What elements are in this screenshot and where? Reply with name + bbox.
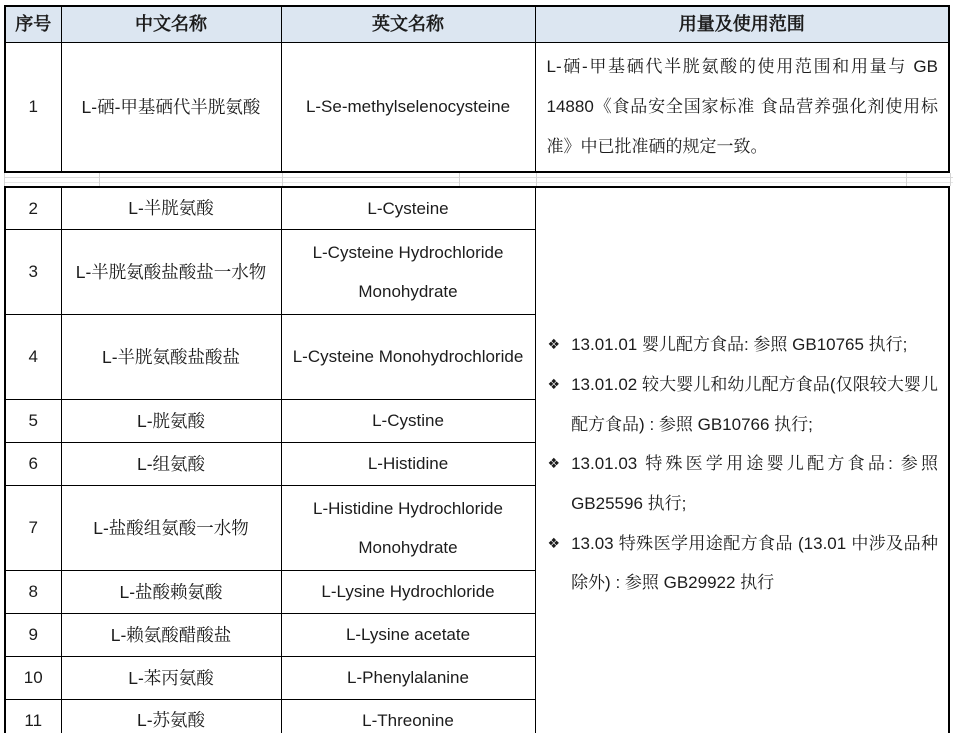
row8-index: 8 [5, 571, 61, 614]
usage-bullet-text: 13.01.03 特殊医学用途婴儿配方食品: 参照 GB25596 执行; [571, 454, 938, 513]
row1-chinese-name: L-硒-甲基硒代半胱氨酸 [61, 43, 281, 173]
row9-english-name: L-Lysine acetate [281, 614, 535, 657]
merged-usage-cell [535, 187, 949, 733]
row10-english-name: L-Phenylalanine [281, 657, 535, 700]
gap-grid-tick [99, 173, 100, 186]
diamond-bullet-icon: ❖ [547, 376, 561, 393]
row8-chinese-name: L-盐酸赖氨酸 [61, 571, 281, 614]
row5-english-name: L-Cystine [281, 400, 535, 443]
row11-chinese-name: L-苏氨酸 [61, 700, 281, 733]
usage-bullet-text: 13.03 特殊医学用途配方食品 (13.01 中涉及品种除外) : 参照 GB29922 执行 [571, 533, 938, 593]
row6-index: 6 [5, 443, 61, 486]
header-english-name: 英文名称 [281, 6, 535, 43]
usage-bullet-text: 13.01.02 较大婴儿和幼儿配方食品(仅限较大婴儿配方食品) : 参照 GB10766 执行; [571, 375, 938, 434]
usage-bullet-text: 13.01.01 婴儿配方食品: 参照 GB10765 执行; [571, 335, 908, 355]
table-row [5, 43, 949, 173]
row3-chinese-name: L-半胱氨酸盐酸盐一水物 [61, 230, 281, 315]
standards-table-block-2 [4, 186, 950, 733]
header-index: 序号 [5, 6, 61, 43]
standards-table-block-1 [4, 5, 950, 173]
gap-gridline [4, 182, 953, 183]
header-row [5, 6, 949, 43]
row10-index: 10 [5, 657, 61, 700]
row7-chinese-name: L-盐酸组氨酸一水物 [61, 486, 281, 571]
row5-index: 5 [5, 400, 61, 443]
row9-index: 9 [5, 614, 61, 657]
gap-grid-tick [536, 173, 537, 186]
gap-gridline [4, 177, 953, 178]
diamond-bullet-icon: ❖ [547, 336, 561, 353]
gap-grid-tick [282, 173, 283, 186]
gap-grid-tick [459, 173, 460, 186]
row3-english-name: L-Cysteine Hydrochloride Monohydrate [281, 230, 535, 315]
row2-index: 2 [5, 187, 61, 230]
row1-english-name: L-Se-methylselenocysteine [281, 43, 535, 173]
row2-chinese-name: L-半胱氨酸 [61, 187, 281, 230]
row4-english-name: L-Cysteine Monohydrochloride [281, 315, 535, 400]
usage-bullet-item [548, 325, 939, 365]
row2-english-name: L-Cysteine [281, 187, 535, 230]
row4-chinese-name: L-半胱氨酸盐酸盐 [61, 315, 281, 400]
standards-table-container [4, 5, 949, 733]
row9-chinese-name: L-赖氨酸醋酸盐 [61, 614, 281, 657]
row11-index: 11 [5, 700, 61, 733]
gap-grid-tick [4, 173, 5, 186]
table-row [5, 187, 949, 230]
row7-english-name: L-Histidine Hydrochloride Monohydrate [281, 486, 535, 571]
usage-bullet-item [548, 444, 939, 523]
row6-chinese-name: L-组氨酸 [61, 443, 281, 486]
row7-index: 7 [5, 486, 61, 571]
row5-chinese-name: L-胱氨酸 [61, 400, 281, 443]
diamond-bullet-icon: ❖ [547, 534, 561, 551]
row3-index: 3 [5, 230, 61, 315]
row10-chinese-name: L-苯丙氨酸 [61, 657, 281, 700]
table-block-gap [4, 173, 953, 186]
row11-english-name: L-Threonine [281, 700, 535, 733]
row1-index: 1 [5, 43, 61, 173]
row6-english-name: L-Histidine [281, 443, 535, 486]
row1-usage-text: L-硒-甲基硒代半胱氨酸的使用范围和用量与 GB 14880《食品安全国家标准 食品营养强化剂使用标准》中已批准硒的规定一致。 [535, 43, 949, 173]
header-usage-scope: 用量及使用范围 [535, 6, 949, 43]
gap-grid-tick [950, 173, 951, 186]
diamond-bullet-icon: ❖ [547, 455, 561, 472]
header-chinese-name: 中文名称 [61, 6, 281, 43]
usage-bullet-item [548, 365, 939, 444]
row4-index: 4 [5, 315, 61, 400]
gap-grid-tick [906, 173, 907, 186]
row8-english-name: L-Lysine Hydrochloride [281, 571, 535, 614]
usage-bullet-item [548, 524, 939, 603]
